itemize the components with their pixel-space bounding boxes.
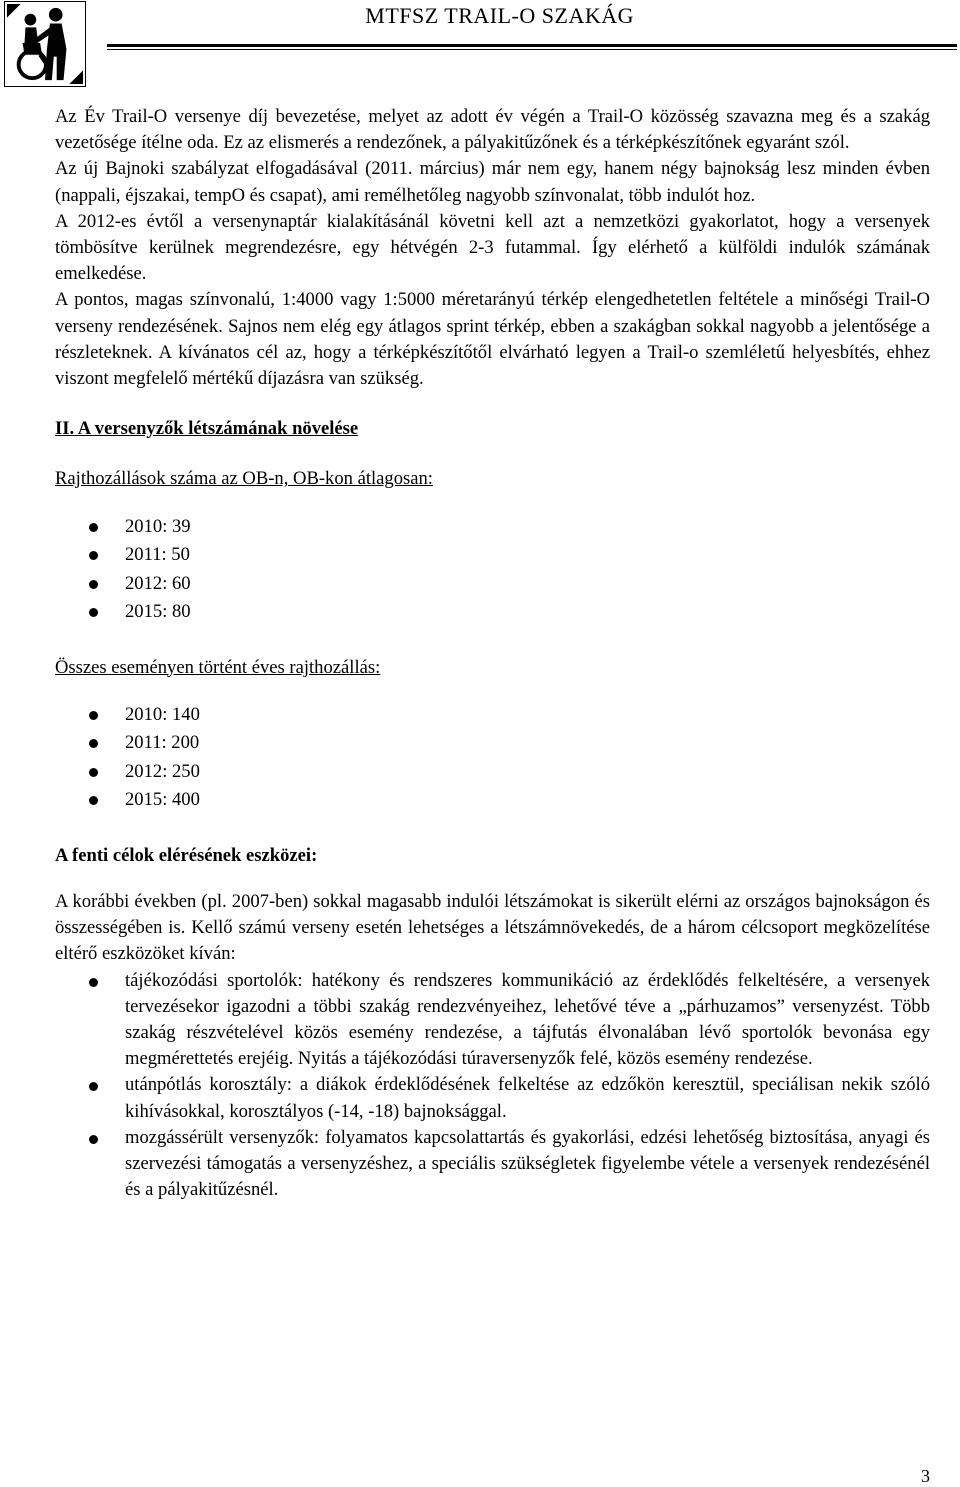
list-item: mozgássérült versenyzők: folyamatos kapcsolattartás és gyakorlási, edzési lehetőség biztosítása, anyagi és szervezési támogatás a versenyzéshez, a speciális szükségletek figyelembe vétele a versenyek rendezésénél és a pályakitűzésnél. xyxy=(55,1125,930,1204)
all-starts-list xyxy=(55,701,930,815)
page-header xyxy=(0,0,960,92)
tools-list xyxy=(55,968,930,1204)
logo xyxy=(4,1,86,87)
page-number: 3 xyxy=(921,1466,930,1486)
document-body xyxy=(55,104,930,1203)
paragraph: Az új Bajnoki szabályzat elfogadásával (2011. március) már nem egy, hanem négy bajnokság lesz minden évben (nappali, éjszakai, tempO és csapat), ami remélhetőleg nagyobb színvonalat, több indulót hoz. xyxy=(55,158,930,206)
list-item: 2010: 39 xyxy=(55,513,930,542)
list-item: 2015: 80 xyxy=(55,598,930,627)
header-rule xyxy=(107,44,957,47)
wheelchair-figures-icon xyxy=(5,2,85,86)
list-item: 2011: 50 xyxy=(55,541,930,570)
header-rule-thin xyxy=(107,49,957,50)
header-title: MTFSZ TRAIL-O SZAKÁG xyxy=(365,3,634,28)
list-item: 2015: 400 xyxy=(55,786,930,815)
ob-starts-list xyxy=(55,513,930,627)
tools-title: A fenti célok elérésének eszközei: xyxy=(55,844,318,866)
paragraph: A pontos, magas színvonalú, 1:4000 vagy 1:5000 méretarányú térkép elengedhetetlen feltétele a minőségi Trail-O verseny rendezésének. Sajnos nem elég egy átlagos sprint térkép, ebben a szakágban sokkal nagyobb a jelentősége a részleteknek. A kívánatos cél az, hogy a térképkészítőtől elvárható legyen a Trail-o szemléletű helyesbítés, ehhez viszont megfelelő mértékű díjazásra van szükség. xyxy=(55,289,930,390)
list-item: 2012: 60 xyxy=(55,570,930,599)
paragraph: Az Év Trail-O versenye díj bevezetése, melyet az adott év végén a Trail-O közösség szavazna meg és a szakág vezetősége ítélne oda. Ez az elismerés a rendezőnek, a pályakitűzőnek és a térképkészítőnek egyaránt szól. xyxy=(55,106,930,154)
ob-starts-title: Rajthozállások száma az OB-n, OB-kon átlagosan: xyxy=(55,468,433,490)
all-starts-title: Összes eseményen történt éves rajthozállás: xyxy=(55,656,381,678)
list-item: utánpótlás korosztály: a diákok érdeklődésének felkeltése az edzőkön keresztül, speciálisan nekik szóló kihívásokkal, korosztályos (-14, -18) bajnoksággal. xyxy=(55,1072,930,1124)
tools-intro: A korábbi években (pl. 2007-ben) sokkal magasabb indulói létszámokat is sikerült elérni az országos bajnokságon és összességében is. Kellő számú verseny esetén lehetséges a létszámnövekedés, de a három célcsoport megközelítése eltérő eszközöket kíván: xyxy=(55,891,930,965)
section-title: II. A versenyzők létszámának növelése xyxy=(55,418,359,440)
paragraph: A 2012-es évtől a versenynaptár kialakításánál követni kell azt a nemzetközi gyakorlatot, hogy a versenyek tömbösítve kerülnek megrendezésre, egy hétvégén 2-3 futammal. Így elérhető a külföldi indulók számának emelkedése. xyxy=(55,210,930,285)
list-item: tájékozódási sportolók: hatékony és rendszeres kommunikáció az érdeklődés felkeltésére, a versenyek tervezésekor igazodni a többi szakág rendezvényeihez, lehetővé téve a „párhuzamos” versenyzést. Több szakág részvételével közös esemény rendezése, a tájfutás élvonalában lévő sportolók bevonása egy megmérettetés erejéig. Nyitás a tájékozódási túraversenyzők felé, közös esemény rendezése. xyxy=(55,968,930,1073)
list-item: 2012: 250 xyxy=(55,758,930,787)
list-item: 2010: 140 xyxy=(55,701,930,730)
list-item: 2011: 200 xyxy=(55,729,930,758)
